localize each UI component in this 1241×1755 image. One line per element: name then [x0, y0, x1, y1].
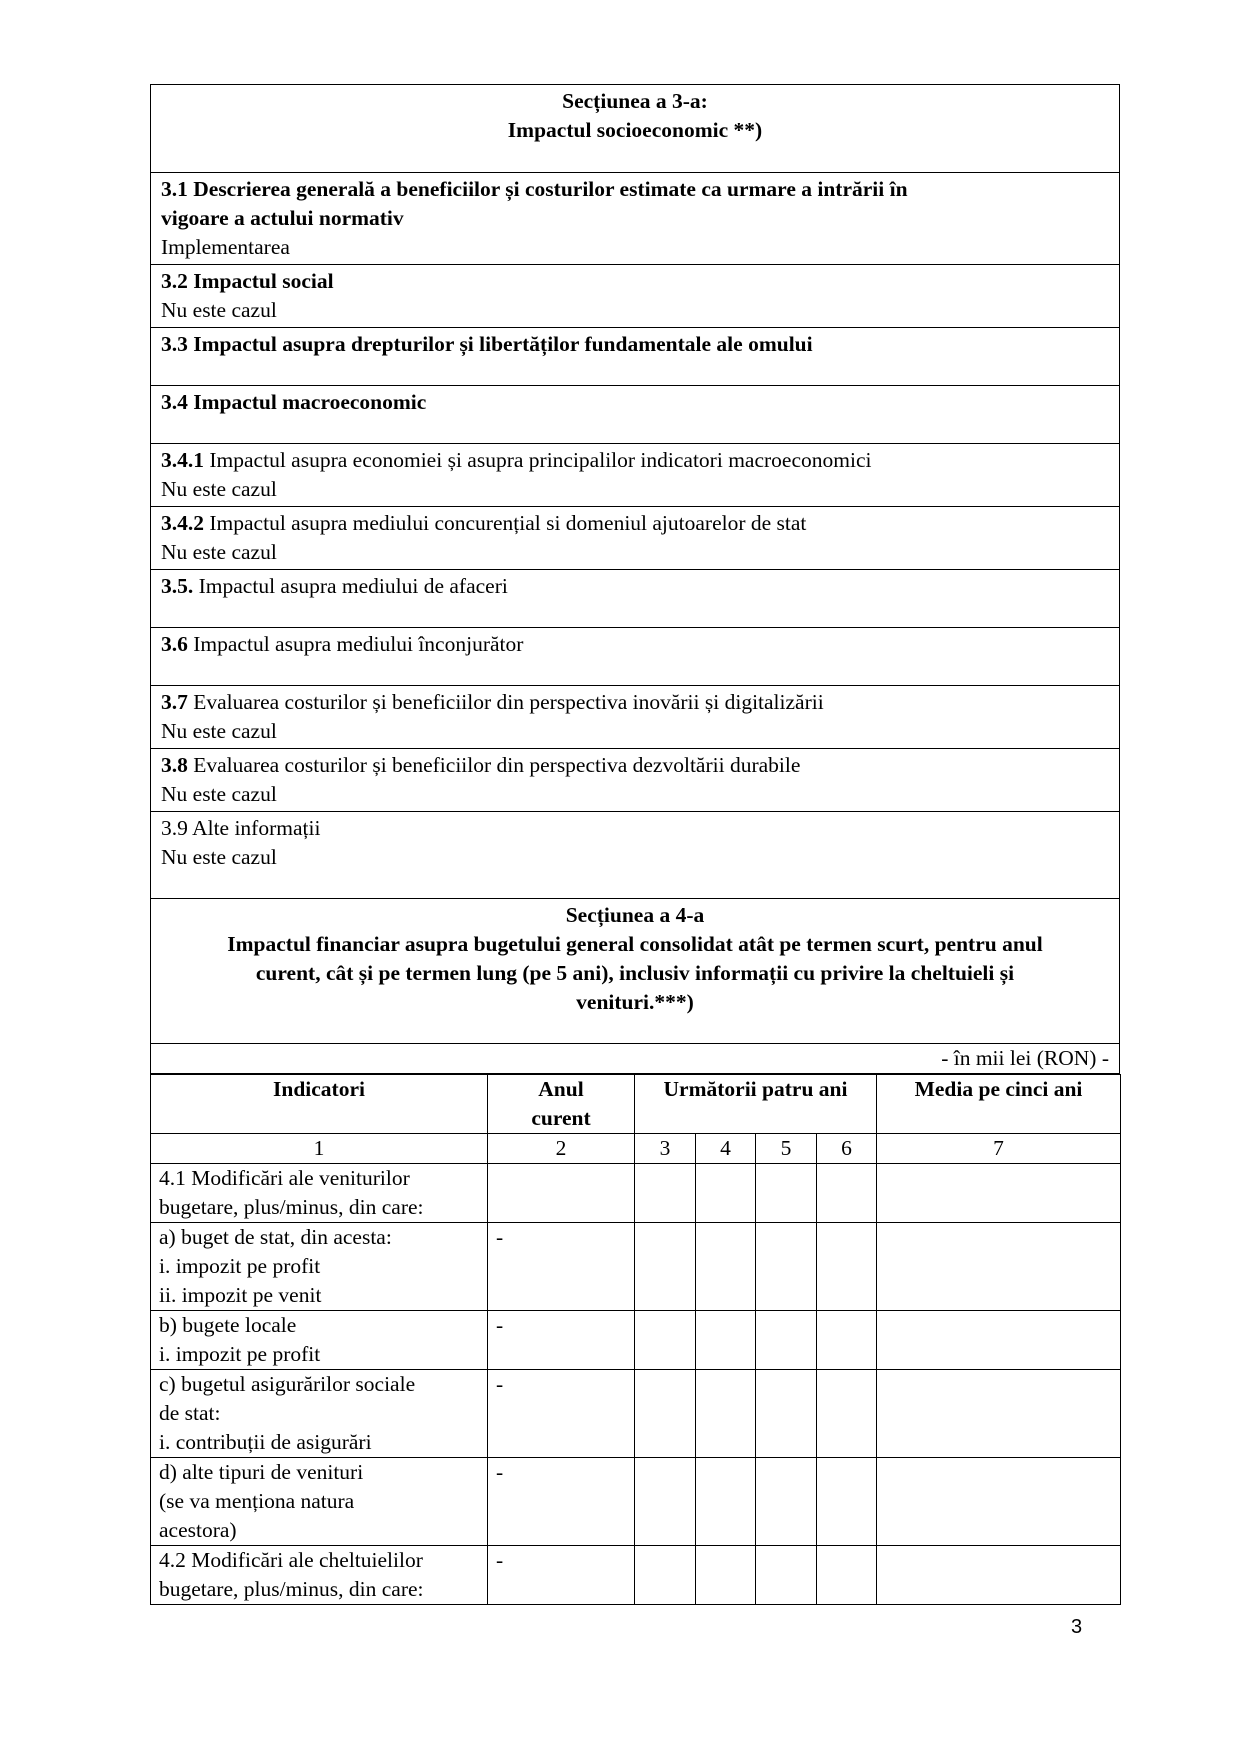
row-label-line: i. impozit pe profit	[159, 1254, 321, 1278]
row-label-line: i. contribuții de asigurări	[159, 1430, 372, 1454]
row-label-line: 4.1 Modificări ale veniturilor	[159, 1166, 410, 1190]
header-media: Media pe cinci ani	[877, 1075, 1121, 1134]
col-number: 5	[756, 1134, 817, 1164]
row-3-1-title: 3.1 Descrierea generală a beneficiilor și costurilor estimate ca urmare a intrării în	[161, 177, 908, 201]
empty-cell	[635, 1546, 696, 1605]
page-number: 3	[1071, 1616, 1083, 1638]
row-3-4-1	[151, 444, 1120, 507]
empty-cell	[817, 1458, 877, 1546]
col-number: 7	[877, 1134, 1121, 1164]
header-anul: Anul	[538, 1077, 584, 1101]
empty-cell	[817, 1311, 877, 1370]
empty-cell	[756, 1164, 817, 1223]
row-label-line: de stat:	[159, 1401, 221, 1425]
col-number: 2	[488, 1134, 635, 1164]
row-label-line: d) alte tipuri de venituri	[159, 1460, 364, 1484]
section-4-subtitle-3: venituri.***)	[576, 990, 694, 1014]
col-number: 4	[696, 1134, 756, 1164]
row-3-1-title-cont: vigoare a actului normativ	[161, 206, 404, 230]
row-label	[151, 1223, 488, 1311]
empty-cell	[696, 1546, 756, 1605]
empty-cell	[817, 1546, 877, 1605]
empty-cell	[696, 1458, 756, 1546]
empty-cell	[756, 1546, 817, 1605]
row-3-4-title: 3.4 Impactul macroeconomic	[161, 390, 427, 414]
row-label-line: bugetare, plus/minus, din care:	[159, 1577, 424, 1601]
row-3-1	[151, 173, 1120, 265]
row-3-7-num: 3.7	[161, 690, 188, 714]
row-3-7-text: Nu este cazul	[161, 719, 277, 743]
section-3-title: Secțiunea a 3-a:	[562, 89, 708, 113]
row-label-line: bugetare, plus/minus, din care:	[159, 1195, 424, 1219]
row-3-8	[151, 749, 1120, 812]
row-label-line: i. impozit pe profit	[159, 1342, 321, 1366]
table-row	[151, 1311, 1121, 1370]
row-label	[151, 1546, 488, 1605]
row-3-6-num: 3.6	[161, 632, 188, 656]
empty-cell	[877, 1223, 1121, 1311]
col-number: 6	[817, 1134, 877, 1164]
row-label-line: a) buget de stat, din acesta:	[159, 1225, 392, 1249]
row-3-4-1-label: Impactul asupra economiei și asupra principalilor indicatori macroeconomici	[204, 448, 872, 472]
row-3-4-2-num: 3.4.2	[161, 511, 204, 535]
row-3-4-1-num: 3.4.1	[161, 448, 204, 472]
empty-cell	[696, 1311, 756, 1370]
financial-table	[150, 1074, 1121, 1605]
empty-cell	[696, 1370, 756, 1458]
row-3-4-2	[151, 507, 1120, 570]
empty-cell	[635, 1458, 696, 1546]
col-number: 1	[151, 1134, 488, 1164]
row-label-line: b) bugete locale	[159, 1313, 297, 1337]
document-page	[150, 84, 1120, 1605]
row-label	[151, 1370, 488, 1458]
row-label	[151, 1458, 488, 1546]
empty-cell	[817, 1370, 877, 1458]
row-label-line: acestora)	[159, 1518, 237, 1542]
empty-cell	[877, 1164, 1121, 1223]
row-3-3	[151, 328, 1120, 386]
row-3-2	[151, 265, 1120, 328]
empty-cell	[877, 1370, 1121, 1458]
empty-cell	[635, 1164, 696, 1223]
table-row	[151, 1370, 1121, 1458]
table-row	[151, 1458, 1121, 1546]
section-4-subtitle-1: Impactul financiar asupra bugetului general consolidat atât pe termen scurt, pentru anul	[227, 932, 1043, 956]
table-row	[151, 1546, 1121, 1605]
row-label-line: c) bugetul asigurărilor sociale	[159, 1372, 416, 1396]
anul-cell	[488, 1164, 635, 1223]
unit-note: - în mii lei (RON) -	[151, 1044, 1120, 1074]
row-3-7	[151, 686, 1120, 749]
header-curent: curent	[531, 1106, 591, 1130]
row-3-4-2-text: Nu este cazul	[161, 540, 277, 564]
empty-cell	[817, 1164, 877, 1223]
anul-cell: -	[488, 1311, 635, 1370]
row-3-9-text: Nu este cazul	[161, 845, 277, 869]
row-3-6	[151, 628, 1120, 686]
col-number: 3	[635, 1134, 696, 1164]
empty-cell	[696, 1164, 756, 1223]
row-3-9	[151, 812, 1120, 899]
empty-cell	[877, 1458, 1121, 1546]
row-3-5-label: Impactul asupra mediului de afaceri	[193, 574, 508, 598]
anul-cell: -	[488, 1370, 635, 1458]
empty-cell	[756, 1223, 817, 1311]
header-anul-curent	[488, 1075, 635, 1134]
row-3-6-label: Impactul asupra mediului înconjurător	[187, 632, 524, 656]
empty-cell	[635, 1223, 696, 1311]
header-urmatorii: Următorii patru ani	[635, 1075, 877, 1134]
row-label	[151, 1164, 488, 1223]
table-row	[151, 1164, 1121, 1223]
row-3-7-label: Evaluarea costurilor și beneficiilor din perspectiva inovării și digitalizării	[187, 690, 824, 714]
anul-cell: -	[488, 1223, 635, 1311]
row-3-8-num: 3.8	[161, 753, 188, 777]
row-3-8-text: Nu este cazul	[161, 782, 277, 806]
section-4-title: Secțiunea a 4-a	[565, 903, 705, 927]
empty-cell	[756, 1311, 817, 1370]
empty-cell	[817, 1223, 877, 1311]
section-4-subtitle-2: curent, cât și pe termen lung (pe 5 ani), inclusiv informații cu privire la cheltuieli și	[255, 961, 1015, 985]
empty-cell	[696, 1223, 756, 1311]
row-3-8-label: Evaluarea costurilor și beneficiilor din perspectiva dezvoltării durabile	[187, 753, 801, 777]
row-label-line: (se va menționa natura	[159, 1489, 355, 1513]
section-3-header	[151, 85, 1120, 173]
row-3-5-num: 3.5.	[161, 574, 194, 598]
empty-cell	[756, 1458, 817, 1546]
row-3-2-text: Nu este cazul	[161, 298, 277, 322]
empty-cell	[877, 1311, 1121, 1370]
empty-cell	[877, 1546, 1121, 1605]
section-3-table	[150, 84, 1120, 1074]
table-row	[151, 1223, 1121, 1311]
anul-cell: -	[488, 1546, 635, 1605]
section-3-subtitle: Impactul socioeconomic **)	[507, 118, 763, 142]
row-3-4	[151, 386, 1120, 444]
row-label-line: ii. impozit pe venit	[159, 1283, 322, 1307]
row-3-1-text: Implementarea	[161, 235, 290, 259]
row-3-9-label: 3.9 Alte informații	[161, 816, 321, 840]
row-label	[151, 1311, 488, 1370]
empty-cell	[756, 1370, 817, 1458]
row-3-3-title: 3.3 Impactul asupra drepturilor și libertăților fundamentale ale omului	[161, 332, 813, 356]
empty-cell	[635, 1311, 696, 1370]
row-3-2-title: 3.2 Impactul social	[161, 269, 334, 293]
empty-cell	[635, 1370, 696, 1458]
row-label-line: 4.2 Modificări ale cheltuielilor	[159, 1548, 423, 1572]
row-3-4-1-text: Nu este cazul	[161, 477, 277, 501]
row-3-5	[151, 570, 1120, 628]
anul-cell: -	[488, 1458, 635, 1546]
section-4-header	[151, 899, 1120, 1044]
row-3-4-2-label: Impactul asupra mediului concurențial si domeniul ajutoarelor de stat	[204, 511, 807, 535]
header-indicatori: Indicatori	[151, 1075, 488, 1134]
